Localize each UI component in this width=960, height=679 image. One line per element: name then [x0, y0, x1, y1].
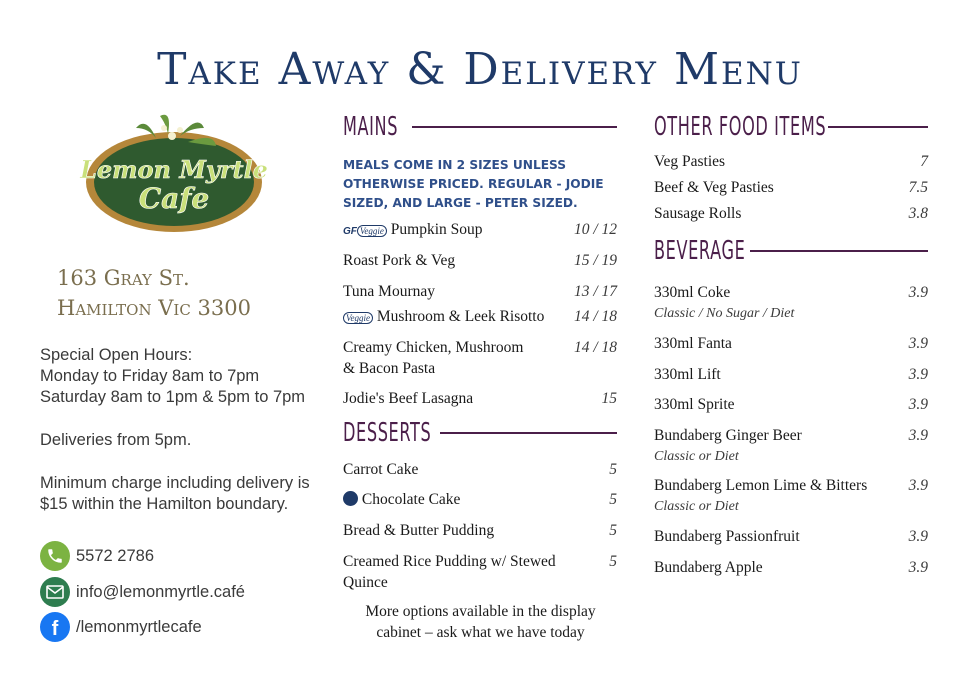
- item-price: 3.9: [908, 366, 928, 383]
- item-price: 15: [601, 390, 617, 407]
- item-price: 3.9: [908, 335, 928, 352]
- item-price: 3.8: [908, 205, 928, 222]
- item-variants: Classic or Diet: [654, 449, 739, 464]
- item-variants: Classic / No Sugar / Diet: [654, 306, 795, 321]
- mail-icon: [40, 577, 70, 607]
- mains-note-line1: MEALS COME IN 2 SIZES UNLESS: [343, 158, 567, 172]
- menu-item: 330ml Coke: [654, 284, 731, 301]
- facebook-icon: f: [40, 612, 70, 642]
- contact-email[interactable]: [40, 577, 245, 607]
- menu-item: [343, 308, 544, 326]
- item-price: 3.9: [908, 427, 928, 444]
- veggie-icon: Veggie: [343, 312, 373, 324]
- item-price: 5: [609, 491, 617, 508]
- divider: [750, 250, 928, 252]
- contact-facebook[interactable]: [40, 612, 202, 642]
- desserts-header: [343, 418, 433, 448]
- item-price: 5: [609, 461, 617, 478]
- menu-item: [343, 221, 483, 239]
- mains-heading: MAINS: [343, 112, 399, 142]
- item-price: 10 / 12: [573, 221, 617, 238]
- page-title: Take Away & Delivery Menu: [157, 44, 803, 95]
- menu-item: Bundaberg Ginger Beer: [654, 427, 802, 444]
- menu-item: [343, 491, 460, 509]
- menu-item: Bread & Butter Pudding: [343, 522, 495, 539]
- footnote-line2: cabinet – ask what we have today: [376, 624, 585, 641]
- other-food-header: [654, 112, 827, 142]
- address-line2: Hamilton Vic 3300: [57, 296, 251, 320]
- item-price: 5: [609, 522, 617, 539]
- menu-item: Bundaberg Apple: [654, 559, 763, 576]
- opening-hours: [40, 345, 305, 408]
- menu-item: Veg Pasties: [654, 153, 726, 170]
- menu-item: Beef & Veg Pasties: [654, 179, 774, 196]
- menu-item: Creamed Rice Pudding w/ Stewed: [343, 553, 556, 570]
- minimum-charge: [40, 473, 310, 515]
- menu-item: 330ml Sprite: [654, 396, 735, 413]
- menu-item: Creamy Chicken, Mushroom: [343, 339, 524, 356]
- hours-line2: Saturday 8am to 1pm & 5pm to 7pm: [40, 388, 306, 406]
- menu-item-continued: & Bacon Pasta: [343, 360, 436, 377]
- veggie-icon: Veggie: [357, 225, 387, 237]
- menu-item: Jodie's Beef Lasagna: [343, 390, 474, 407]
- item-name: Mushroom & Leek Risotto: [376, 308, 545, 325]
- item-price: 15 / 19: [573, 252, 617, 269]
- item-price: 3.9: [908, 396, 928, 413]
- minimum-line2: $15 within the Hamilton boundary.: [40, 495, 289, 513]
- menu-item-continued: Quince: [343, 574, 388, 591]
- mains-note-line3: SIZED, AND LARGE - PETER SIZED.: [343, 196, 578, 210]
- vegan-icon: [343, 491, 358, 506]
- item-variants: Classic or Diet: [654, 499, 739, 514]
- phone-number: 5572 2786: [76, 546, 154, 565]
- logo-text-line1: Lemon Myrtle: [80, 155, 268, 184]
- minimum-line1: Minimum charge including delivery is: [40, 474, 310, 492]
- menu-item: 330ml Lift: [654, 366, 721, 383]
- item-price: 5: [609, 553, 617, 570]
- divider: [412, 126, 617, 128]
- cafe-logo: [76, 108, 272, 236]
- menu-item: Bundaberg Passionfruit: [654, 528, 800, 545]
- logo-text-line2: Cafe: [138, 182, 210, 215]
- item-price: 13 / 17: [573, 283, 617, 300]
- facebook-handle: /lemonmyrtlecafe: [76, 617, 202, 636]
- item-price: 14 / 18: [573, 308, 617, 325]
- menu-item: Sausage Rolls: [654, 205, 742, 222]
- footnote-line1: More options available in the display: [365, 603, 596, 620]
- mains-note-line2: OTHERWISE PRICED. REGULAR - JODIE: [343, 177, 604, 191]
- menu-item: Bundaberg Lemon Lime & Bitters: [654, 477, 868, 494]
- display-cabinet-note: [343, 601, 618, 643]
- item-price: 7.5: [908, 179, 928, 196]
- deliveries-note: Deliveries from 5pm.: [40, 431, 192, 449]
- item-price: 3.9: [908, 284, 928, 301]
- divider: [440, 432, 617, 434]
- menu-item: Tuna Mournay: [343, 283, 436, 300]
- item-price: 3.9: [908, 528, 928, 545]
- item-name: Chocolate Cake: [361, 491, 461, 508]
- menu-item: Carrot Cake: [343, 461, 419, 478]
- gluten-free-icon: GF: [343, 226, 357, 237]
- hours-heading: Special Open Hours:: [40, 346, 193, 364]
- item-price: 7: [920, 153, 928, 170]
- contact-phone[interactable]: [40, 541, 154, 571]
- menu-item: 330ml Fanta: [654, 335, 732, 352]
- address: [57, 263, 251, 323]
- item-price: 3.9: [908, 477, 928, 494]
- mains-note: [343, 156, 613, 213]
- beverage-heading: BEVERAGE: [654, 236, 746, 266]
- other-food-heading: OTHER FOOD ITEMS: [654, 112, 827, 142]
- menu-item: Roast Pork & Veg: [343, 252, 456, 269]
- beverage-header: [654, 236, 746, 266]
- item-price: 3.9: [908, 559, 928, 576]
- hours-line1: Monday to Friday 8am to 7pm: [40, 367, 260, 385]
- desserts-heading: DESSERTS: [343, 418, 432, 448]
- mains-header: [343, 112, 403, 142]
- phone-icon: [40, 541, 70, 571]
- item-price: 14 / 18: [573, 339, 617, 356]
- divider: [828, 126, 928, 128]
- email-address: info@lemonmyrtle.café: [76, 582, 245, 601]
- item-name: Pumpkin Soup: [390, 221, 483, 238]
- address-line1: 163 Gray St.: [57, 266, 190, 290]
